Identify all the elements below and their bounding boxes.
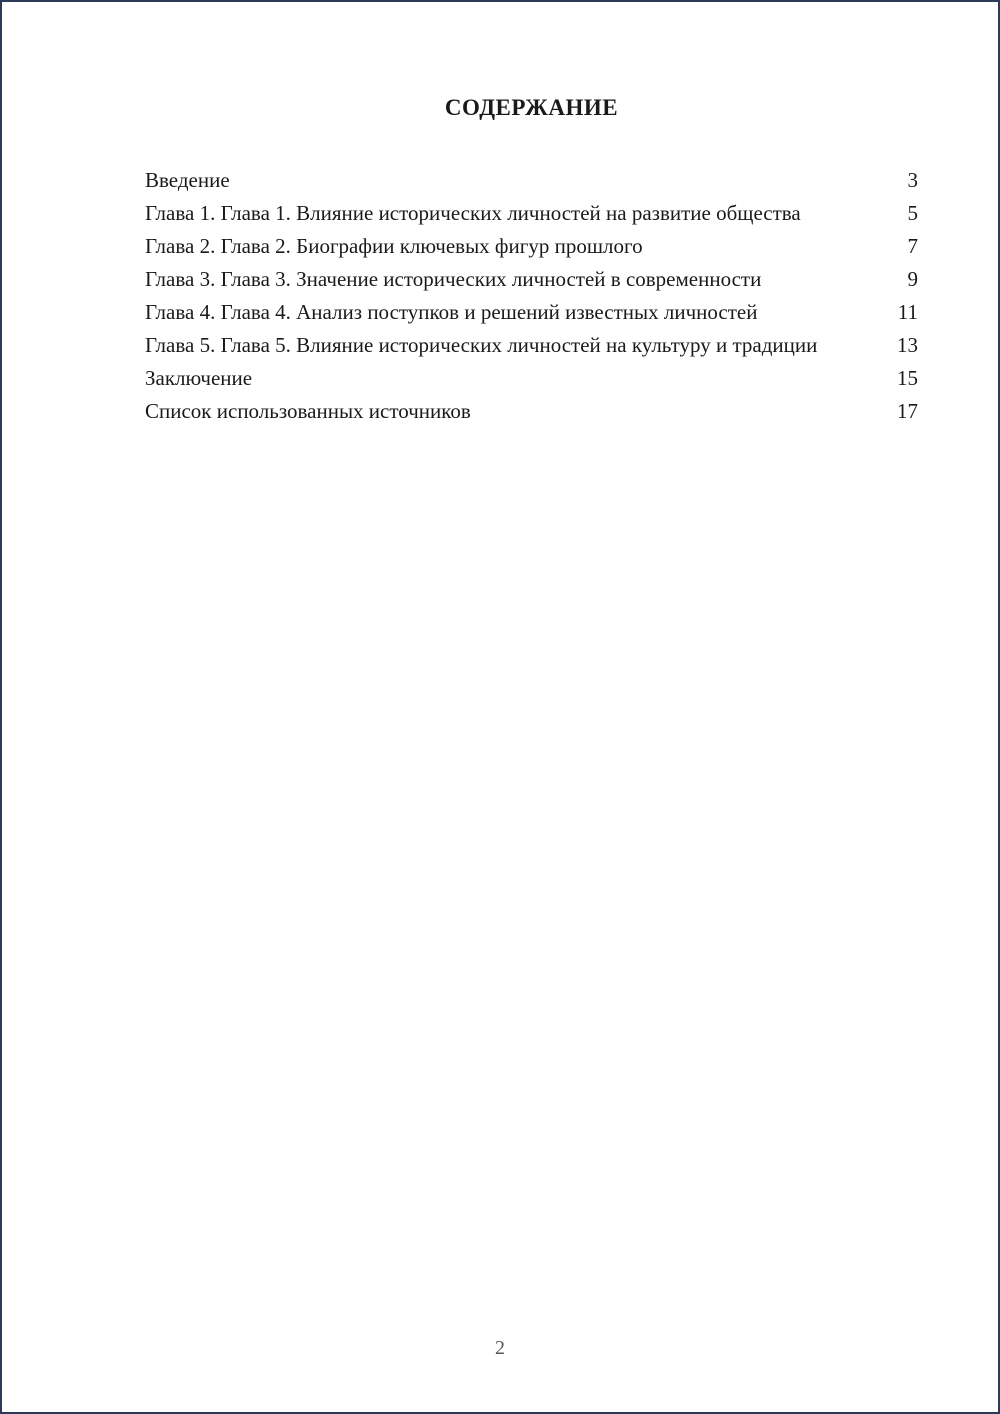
page-content bbox=[2, 2, 998, 428]
toc-entry-page-number: 9 bbox=[907, 267, 918, 291]
toc-entry-label: Заключение bbox=[145, 366, 253, 390]
toc-entry bbox=[145, 296, 918, 329]
toc-entry bbox=[145, 329, 918, 362]
toc-entry-label: Глава 5. Глава 5. Влияние исторических личностей на культуру и традиции bbox=[145, 333, 818, 357]
toc-entry bbox=[145, 197, 918, 230]
toc-entry-page-number: 17 bbox=[897, 399, 918, 423]
toc-entry bbox=[145, 395, 918, 428]
toc-entry-page-number: 11 bbox=[897, 300, 918, 324]
toc-entry bbox=[145, 263, 918, 296]
toc-entry bbox=[145, 164, 918, 197]
toc-entry-label: Глава 1. Глава 1. Влияние исторических личностей на развитие общества bbox=[145, 201, 801, 225]
toc-entry-label: Глава 4. Глава 4. Анализ поступков и решений известных личностей bbox=[145, 300, 758, 324]
toc-entry-label: Глава 3. Глава 3. Значение исторических личностей в современности bbox=[145, 267, 762, 291]
page-title: СОДЕРЖАНИЕ bbox=[444, 95, 619, 120]
toc-entry-page-number: 15 bbox=[897, 366, 918, 390]
toc-entry bbox=[145, 362, 918, 395]
toc-list bbox=[145, 164, 918, 428]
footer-page-number: 2 bbox=[495, 1337, 505, 1359]
toc-entry-label: Список использованных источников bbox=[145, 399, 471, 423]
toc-entry-label: Введение bbox=[145, 168, 230, 192]
toc-entry bbox=[145, 230, 918, 263]
toc-entry-page-number: 5 bbox=[907, 201, 918, 225]
toc-entry-page-number: 7 bbox=[907, 234, 918, 258]
toc-entry-label: Глава 2. Глава 2. Биографии ключевых фигур прошлого bbox=[145, 234, 643, 258]
toc-entry-page-number: 13 bbox=[897, 333, 918, 357]
toc-entry-page-number: 3 bbox=[907, 168, 918, 192]
